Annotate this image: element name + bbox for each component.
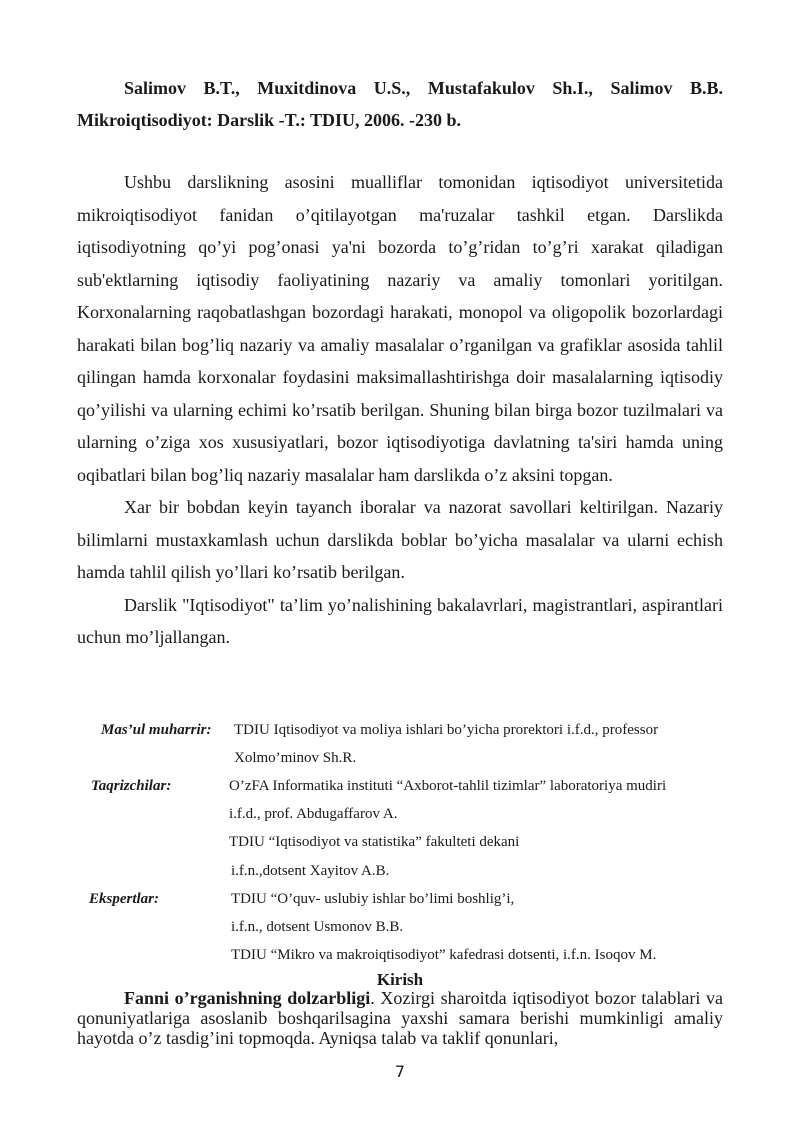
- bibliographic-reference: Salimov B.T., Muxitdinova U.S., Mustafakulov Sh.I., Salimov B.B. Mikroiqtisodiyot: Darslik -T.: TDIU, 2006. -230 b.: [77, 78, 723, 130]
- reviewer-line: i.f.d., prof. Abdugaffarov A.: [229, 806, 398, 822]
- experts-role-label: Ekspertlar:: [89, 891, 160, 907]
- expert-line: TDIU “Mikro va makroiqtisodiyot” kafedrasi dotsenti, i.f.n. Isoqov M.: [231, 947, 657, 963]
- intro-lead: Fanni o’rganishning dolzarbligi: [124, 988, 371, 1008]
- paragraph: Ushbu darslikning asosini mualliflar tomonidan iqtisodiyot universitetida mikroiqtisodiyot fanidan o’qitilayotgan ma'ruzalar tashkil etgan. Darslikda iqtisodiyotning qo’yi pog’onasi ya'ni bozorda to’g’ridan to’g’ri xarakat qiladigan sub'ektlarning iqtisodiy faoliyatining nazariy va amaliy tomonlari yoritilgan. Korxonalarning raqobatlashgan bozordagi harakati, monopol va oligopolik bozorlardagi harakati bilan bog’liq nazariy va amaliy masalalar o’rganilgan va grafiklar asosida tahlil qilingan hamda korxonalar foydasini maksimallashtirishga doir masalalarning iqtisodiy qo’yilishi va ularning echimi ko’rsatib berilgan. Shuning bilan birga bozor tuzilmalari va ularning o’ziga xos xususiyatlari, bozor iqtisodiyotiga davlatning ta'siri hamda uning oqibatlari bilan bog’liq nazariy masalalar ham darslikda o’z aksini topgan.: [77, 172, 723, 485]
- page-number: 7: [394, 1062, 406, 1081]
- reviewer-line: TDIU “Iqtisodiyot va statistika” fakulteti dekani: [229, 834, 520, 850]
- paragraph: Xar bir bobdan keyin tayanch iboralar va nazorat savollari keltirilgan. Nazariy bilimlarni mustaxkamlash uchun darslikda boblar bo’yicha masalalar va ularni echish hamda tahlil qilish yo’llari ko’rsatib berilgan.: [77, 497, 723, 582]
- expert-line: TDIU “O’quv- uslubiy ishlar bo’limi boshlig’i,: [231, 891, 515, 907]
- editor-line: TDIU Iqtisodiyot va moliya ishlari bo’yicha prorektori i.f.d., professor: [234, 722, 659, 738]
- paragraph: Darslik "Iqtisodiyot" ta’lim yo’nalishining bakalavrlari, magistrantlari, aspirantlari uchun mo’ljallangan.: [77, 594, 723, 647]
- editor-role-label: Mas’ul muharrir:: [101, 722, 212, 738]
- expert-line: i.f.n., dotsent Usmonov B.B.: [231, 919, 404, 935]
- editor-line: Xolmo’minov Sh.R.: [234, 750, 357, 766]
- reviewers-role-label: Taqrizchilar:: [91, 778, 172, 794]
- intro-lead-period: .: [370, 988, 375, 1008]
- intro-section: [77, 988, 723, 1048]
- intro-paragraph: [77, 988, 723, 1048]
- intro-text: Xozirgi sharoitda iqtisodiyot bozor talablari va qonuniyatlariga asoslanib boshqarilsagina yaxshi samara berishi mumkinligi amaliy hayotda o’z tasdig’ini topmoqda. Ayniqsa talab va taklif qonunlari,: [77, 988, 723, 1048]
- reviewer-line: i.f.n.,dotsent Xayitov A.B.: [231, 863, 390, 879]
- reviewer-line: O’zFA Informatika instituti “Axborot-tahlil tizimlar” laboratoriya mudiri: [229, 778, 667, 794]
- annotation-body: [77, 166, 723, 654]
- section-heading: Kirish: [376, 970, 424, 989]
